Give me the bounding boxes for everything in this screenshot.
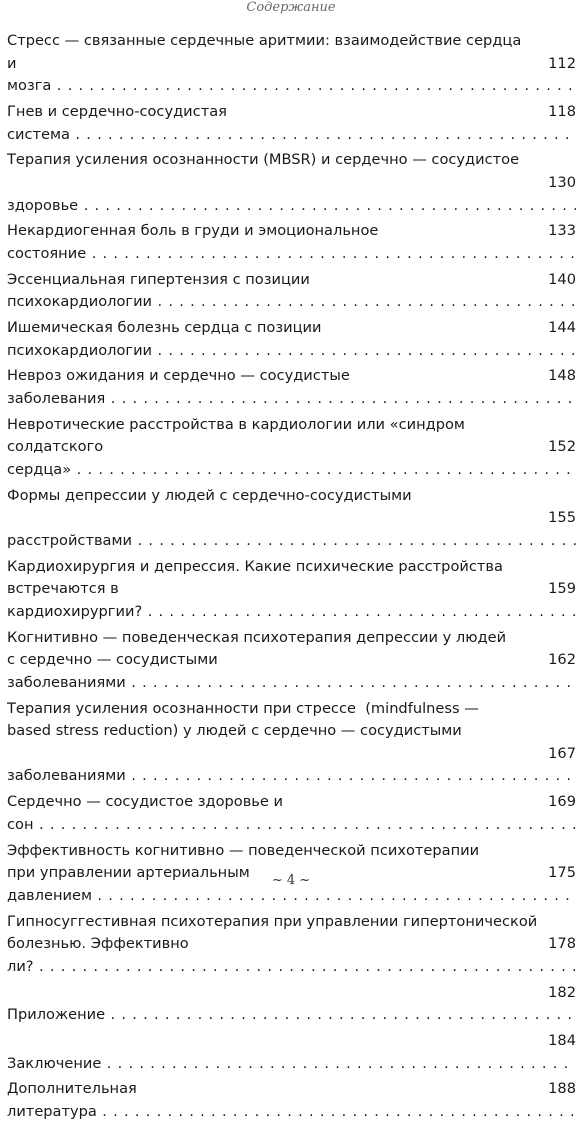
toc-entry-title-line: расстройствами . . . (7, 507, 576, 552)
toc-entry-title: Невроз ожидания и сердечно — сосудистые заболевания . . . (7, 365, 576, 410)
toc-entry-title-line: Терапия усиления осознанности при стрессе (mindfulness — (7, 699, 479, 717)
toc-entry[interactable] (7, 269, 576, 314)
toc-entry[interactable] (7, 317, 576, 362)
toc-page-number: 148 (545, 365, 576, 388)
toc-page-number: 152 (545, 436, 576, 459)
toc-entry-row (7, 365, 576, 410)
toc-entry-row (7, 1030, 576, 1075)
toc-entry-row (7, 982, 576, 1027)
toc-entry-row (7, 317, 576, 362)
toc-entry-title-line: Когнитивно — поведенческая психотерапия депрессии у людей (7, 628, 507, 646)
toc-entry[interactable] (7, 149, 576, 217)
toc-entry-row (7, 269, 576, 314)
toc-page-number: 144 (545, 317, 576, 340)
toc-entry-title: Дополнительная литература . . . (7, 1078, 576, 1123)
toc-entry[interactable] (7, 1078, 576, 1123)
toc-entry-title-line: Невротические расстройства в кардиологии или «синдром (7, 415, 465, 433)
toc-entry-row (7, 507, 576, 552)
toc-entry-row (7, 101, 576, 146)
toc-entry[interactable] (7, 1030, 576, 1075)
toc-entry[interactable] (7, 911, 576, 979)
table-of-contents (7, 30, 576, 1127)
toc-page-number: 184 (545, 1030, 576, 1053)
toc-page-number: 159 (545, 578, 576, 601)
toc-entry[interactable] (7, 101, 576, 146)
toc-entry-row (7, 172, 576, 217)
toc-entry[interactable] (7, 414, 576, 482)
toc-entry-title-line: Гипносуггестивная психотерапия при управлении гипертонической (7, 912, 538, 930)
toc-entry-row (7, 649, 576, 694)
toc-entry-row (7, 791, 576, 836)
toc-entry-title: Гнев и сердечно-сосудистая система . . . (7, 101, 576, 146)
toc-entry[interactable] (7, 556, 576, 624)
toc-entry-row (7, 933, 576, 978)
toc-entry[interactable] (7, 982, 576, 1027)
toc-entry-title-line: встречаются в кардиохирургии? . . . (7, 578, 576, 623)
toc-entry-title-line: заболеваниями . . . (7, 743, 576, 788)
toc-page-number: 162 (545, 649, 576, 672)
toc-entry[interactable] (7, 485, 576, 553)
toc-entry-row (7, 743, 576, 788)
toc-entry-row (7, 220, 576, 265)
toc-page-number: 167 (545, 743, 576, 766)
toc-entry[interactable] (7, 365, 576, 410)
toc-entry-title-line: Терапия усиления осознанности (MBSR) и сердечно — сосудистое (7, 151, 520, 169)
toc-entry[interactable] (7, 627, 576, 695)
toc-page-number: 175 (545, 862, 576, 885)
toc-entry-title-line: based stress reduction) у людей с сердечно — сосудистыми (7, 722, 462, 740)
toc-entry-title: Эссенциальная гипертензия с позиции психокардиологии . . . (7, 269, 576, 314)
toc-entry[interactable] (7, 698, 576, 788)
toc-entry-title-line: при управлении артериальным давлением . . . (7, 862, 576, 907)
toc-entry[interactable] (7, 220, 576, 265)
toc-entry-row (7, 578, 576, 623)
toc-entry-title-line: Эффективность когнитивно — поведенческой психотерапии (7, 841, 480, 859)
toc-page-number: 169 (545, 791, 576, 814)
toc-entry-title: Некардиогенная боль в груди и эмоциональное состояние . . . (7, 220, 576, 265)
page-number: ~ 4 ~ (271, 873, 311, 888)
toc-entry-title-line: Формы депрессии у людей с сердечно-сосудистыми (7, 486, 412, 504)
toc-page-number: 178 (545, 933, 576, 956)
toc-entry-title: Заключение . . . (7, 1030, 576, 1075)
toc-entry[interactable] (7, 30, 576, 98)
toc-page-number: 112 (545, 53, 576, 76)
toc-entry-title-line: Стресс — связанные сердечные аритмии: взаимодействие сердца (7, 32, 522, 49)
running-head: Содержание (246, 0, 336, 15)
toc-entry-title-line: и мозга . . . (7, 53, 576, 98)
toc-entry-title-line: болезнью. Эффективно ли? . . . (7, 933, 576, 978)
toc-page-number: 155 (545, 507, 576, 530)
toc-entry-title-line: с сердечно — сосудистыми заболеваниями . . . (7, 649, 576, 694)
toc-page-number: 188 (545, 1078, 576, 1101)
toc-entry-title-line: солдатского сердца» . . . (7, 436, 576, 481)
toc-page-number: 130 (545, 172, 576, 195)
toc-entry[interactable] (7, 791, 576, 836)
toc-entry-title-line: здоровье . . . (7, 172, 576, 217)
toc-entry-row (7, 1078, 576, 1123)
toc-entry-title: Приложение . . . (7, 982, 576, 1027)
toc-page-number: 133 (545, 220, 576, 243)
toc-entry-title-line: Кардиохирургия и депрессия. Какие психические расстройства (7, 557, 503, 575)
toc-entry-title: Ишемическая болезнь сердца с позиции психокардиологии . . . (7, 317, 576, 362)
toc-page-number: 182 (545, 982, 576, 1005)
toc-entry-row (7, 53, 576, 98)
toc-page-number: 118 (545, 101, 576, 124)
toc-page-number: 140 (545, 269, 576, 292)
toc-entry-row (7, 436, 576, 481)
toc-entry-title: Сердечно — сосудистое здоровье и сон . . . (7, 791, 576, 836)
